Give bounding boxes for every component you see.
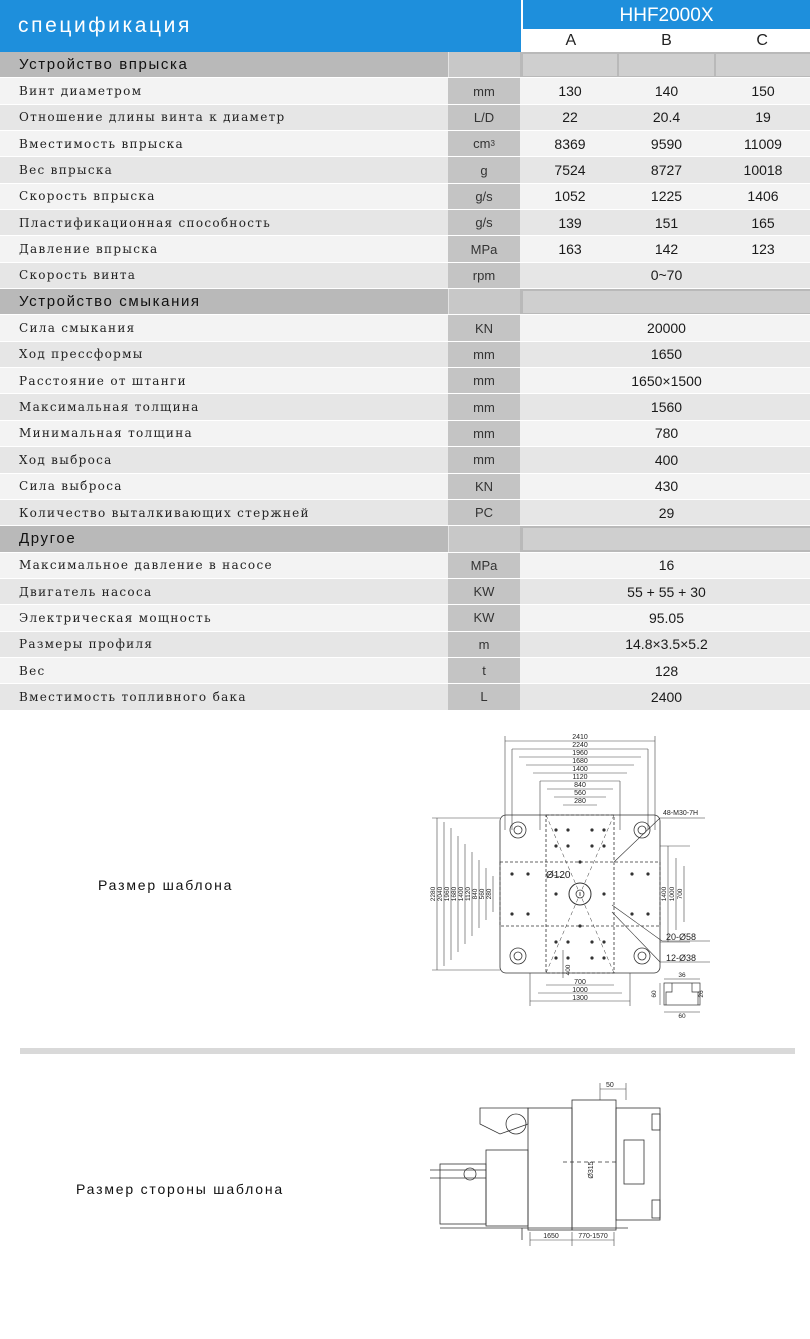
value-all: 20000 — [647, 320, 686, 337]
dim-label: 26 — [698, 990, 705, 998]
table-row — [0, 684, 810, 710]
dim-label: 280 — [486, 888, 493, 900]
row-unit: g — [448, 157, 520, 182]
dim-label: 1000 — [669, 886, 676, 902]
value-all: 0~70 — [650, 267, 683, 284]
template-dims-bottom — [530, 950, 630, 1006]
section-header-injection — [0, 52, 810, 78]
row-unit: MPa — [448, 236, 520, 261]
row-label: Размеры профиля — [19, 637, 154, 652]
holes-callout-a: 20-Ø58 — [666, 932, 697, 942]
row-unit: g/s — [448, 184, 520, 209]
value-a: 8369 — [554, 135, 586, 152]
row-label: Ход прессформы — [19, 347, 144, 362]
template-slot-detail — [660, 979, 700, 1012]
dim-label: 36 — [678, 972, 686, 979]
unit-cell — [448, 52, 520, 77]
template-platen — [500, 815, 660, 976]
section-title: Устройство впрыска — [19, 56, 189, 74]
value-c: 1406 — [747, 188, 779, 205]
row-label: Электрическая мощность — [19, 610, 212, 625]
value-c: 123 — [751, 241, 775, 258]
page-title: спецификация — [0, 0, 521, 52]
table-row — [0, 184, 810, 210]
table-row — [0, 474, 810, 500]
dim-label: 700 — [574, 979, 586, 986]
variant-column-a: A — [565, 32, 577, 49]
spec-table — [0, 52, 810, 711]
template-dims-top — [505, 736, 655, 830]
row-unit: mm — [448, 394, 520, 419]
table-row — [0, 105, 810, 131]
template-dims-right — [660, 846, 690, 942]
value-a: 130 — [558, 83, 582, 100]
row-unit: KN — [448, 315, 520, 340]
dim-label: 1000 — [572, 987, 588, 994]
table-row — [0, 157, 810, 183]
value-all: 1650×1500 — [631, 372, 702, 389]
side-dim-label: 50 — [606, 1082, 614, 1089]
value-c: 11009 — [744, 135, 782, 152]
section-divider — [20, 1048, 795, 1054]
thread-callout: 48-M30-7H — [663, 810, 699, 817]
row-label: Сила выброса — [19, 479, 123, 494]
row-label: Сила смыкания — [19, 321, 136, 336]
row-label: Ход выброса — [19, 452, 113, 467]
dim-label: 1960 — [444, 886, 451, 902]
table-row — [0, 315, 810, 341]
value-b: 8727 — [650, 162, 683, 179]
dim-label: 2410 — [572, 734, 588, 741]
dim-label: 280 — [574, 798, 586, 805]
row-label: Вместимость топливного бака — [19, 689, 247, 704]
row-label: Отношение длины винта к диаметр — [19, 110, 286, 125]
table-row — [0, 553, 810, 579]
section-header-clamping — [0, 289, 810, 315]
row-label: Вместимость впрыска — [19, 136, 184, 151]
table-row — [0, 447, 810, 473]
dim-label: 2280 — [430, 886, 437, 902]
template-dims-left — [432, 818, 500, 970]
dim-label: 1400 — [661, 886, 668, 902]
row-label: Винт диаметром — [19, 84, 143, 99]
table-row — [0, 658, 810, 684]
template-dims-right-labels — [661, 886, 684, 901]
table-row — [0, 394, 810, 420]
dim-label: 840 — [574, 782, 586, 789]
value-c: 165 — [751, 214, 775, 231]
value-a: 139 — [558, 214, 582, 231]
row-label: Скорость впрыска — [19, 189, 156, 204]
row-unit: MPa — [448, 553, 520, 578]
unit-cell — [448, 289, 520, 314]
value-a: 22 — [562, 109, 578, 126]
variant-column-c: C — [756, 32, 768, 49]
unit-cell — [448, 526, 520, 551]
table-row — [0, 500, 810, 526]
value-all: 2400 — [650, 688, 683, 705]
dim-label: 1400 — [572, 766, 588, 773]
row-unit: t — [448, 658, 520, 683]
value-all: 400 — [654, 451, 679, 468]
row-label: Вес впрыска — [19, 163, 114, 178]
unit-text: cm — [473, 136, 491, 152]
section-header-other — [0, 526, 810, 552]
value-b: 140 — [654, 83, 679, 100]
table-row — [0, 78, 810, 104]
value-all: 1650 — [650, 346, 683, 363]
row-unit: KW — [448, 605, 520, 630]
dim-label: 560 — [574, 790, 586, 797]
row-label: Пластификационная способность — [19, 215, 272, 230]
dim-label: 770-1570 — [578, 1233, 608, 1240]
dim-label: 1400 — [458, 886, 465, 902]
table-row — [0, 236, 810, 262]
template-callout-labels — [546, 810, 698, 963]
dim-label: 60 — [678, 1013, 686, 1020]
value-c: 150 — [751, 83, 775, 100]
model-name: HHF2000X — [523, 0, 810, 29]
dim-label: 560 — [479, 888, 486, 900]
row-label: Количество выталкивающих стержней — [19, 505, 310, 520]
dim-label: 1650 — [543, 1233, 559, 1240]
section-title: Устройство смыкания — [19, 293, 201, 311]
side-dims-bottom-labels — [543, 1233, 608, 1240]
dim-label: 700 — [677, 888, 684, 900]
row-unit: L/D — [448, 105, 520, 130]
row-unit: mm — [448, 342, 520, 367]
value-all: 16 — [658, 557, 675, 574]
table-row — [0, 210, 810, 236]
row-unit: mm — [448, 421, 520, 446]
value-c: 10018 — [743, 162, 783, 179]
value-a: 1052 — [554, 188, 586, 205]
variant-column-b: B — [661, 32, 672, 49]
value-b: 20.4 — [652, 109, 681, 126]
template-callouts — [548, 818, 710, 962]
value-all: 14.8×3.5×5.2 — [625, 636, 708, 653]
template-slot-detail-labels — [651, 972, 705, 1020]
unit-superscript: 3 — [490, 139, 495, 149]
row-unit: g/s — [448, 210, 520, 235]
row-label: Минимальная толщина — [19, 426, 193, 441]
side-dim-top — [600, 1083, 626, 1100]
table-row — [0, 368, 810, 394]
table-row — [0, 263, 810, 289]
table-row — [0, 342, 810, 368]
value-all: 95.05 — [648, 609, 685, 626]
row-label: Расстояние от штанги — [19, 373, 187, 388]
row-label: Максимальная толщина — [19, 400, 200, 415]
value-b: 1225 — [650, 188, 683, 205]
value-all: 29 — [658, 504, 675, 521]
row-label: Вес — [19, 663, 46, 678]
dim-label: 1120 — [465, 887, 472, 901]
value-b: 151 — [654, 214, 679, 231]
value-a: 163 — [558, 241, 582, 258]
template-caption: Размер шаблона — [98, 877, 234, 893]
dim-label: 2040 — [437, 886, 444, 902]
row-label: Скорость винта — [19, 268, 137, 283]
value-all: 128 — [654, 662, 679, 679]
variant-columns — [523, 29, 810, 52]
side-diameter-label: Ø315 — [588, 1161, 595, 1179]
value-all: 430 — [654, 478, 679, 495]
dim-label: 1680 — [451, 886, 458, 902]
value-all: 780 — [654, 425, 679, 442]
value-c: 19 — [755, 109, 771, 126]
row-unit: rpm — [448, 263, 520, 288]
template-dims-left-labels — [430, 886, 493, 901]
row-unit: KW — [448, 579, 520, 604]
value-all: 1560 — [650, 399, 683, 416]
table-row — [0, 579, 810, 605]
side-caption: Размер стороны шаблона — [76, 1181, 284, 1197]
row-unit: KN — [448, 474, 520, 499]
row-unit: mm — [448, 447, 520, 472]
table-row — [0, 605, 810, 631]
value-b: 9590 — [650, 135, 683, 152]
template-dims-top-labels — [572, 734, 588, 805]
row-label: Двигатель насоса — [19, 584, 153, 599]
dim-label: 1680 — [572, 758, 588, 765]
center-callout: Ø120 — [546, 870, 571, 881]
spec-header — [0, 0, 810, 52]
row-unit: mm — [448, 368, 520, 393]
value-all: 55 + 55 + 30 — [627, 583, 706, 600]
row-unit — [448, 131, 520, 156]
value-b: 142 — [654, 241, 679, 258]
dim-label: 1120 — [572, 774, 588, 781]
dim-label: 60 — [651, 990, 658, 998]
row-unit: PC — [448, 500, 520, 525]
table-row — [0, 131, 810, 157]
dim-label: 1300 — [572, 995, 588, 1002]
row-unit: mm — [448, 78, 520, 103]
row-unit: L — [448, 684, 520, 709]
holes-callout-b: 12-Ø38 — [666, 953, 697, 963]
side-machine — [430, 1100, 660, 1240]
dim-label: 400 — [565, 964, 572, 976]
template-hole-pattern — [510, 828, 649, 959]
dim-label: 840 — [472, 888, 479, 900]
row-label: Давление впрыска — [19, 242, 159, 257]
row-unit: m — [448, 632, 520, 657]
template-dims-bottom-labels — [565, 964, 588, 1002]
dim-label: 1960 — [572, 750, 588, 757]
dim-label: 2240 — [572, 742, 588, 749]
table-row — [0, 632, 810, 658]
side-dims-bottom — [530, 1232, 614, 1246]
section-title: Другое — [19, 530, 77, 548]
table-row — [0, 421, 810, 447]
row-label: Максимальное давление в насосе — [19, 558, 273, 573]
value-a: 7524 — [554, 162, 586, 179]
